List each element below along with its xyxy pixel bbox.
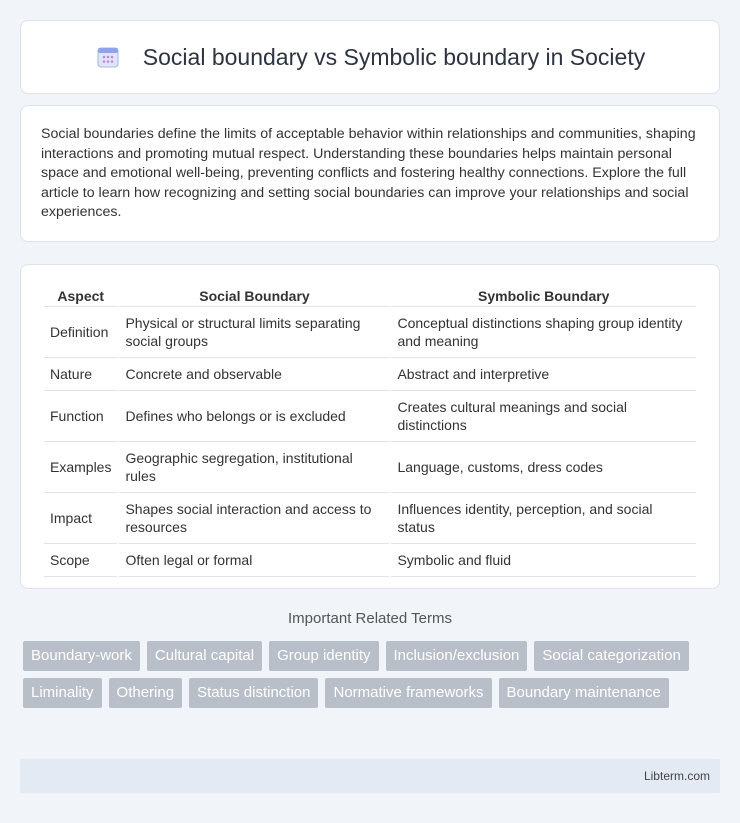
row-aspect: Impact (44, 493, 117, 544)
table-row (44, 493, 696, 544)
tag-cultural-capital[interactable]: Cultural capital (147, 641, 262, 671)
intro-card (20, 105, 720, 242)
tag-othering[interactable]: Othering (109, 678, 183, 708)
table-row (44, 544, 696, 577)
tag-social-categorization[interactable]: Social categorization (534, 641, 688, 671)
row-symbolic: Creates cultural meanings and social distinctions (391, 391, 696, 442)
table-header-row (44, 282, 696, 307)
row-aspect: Function (44, 391, 117, 442)
title-card (20, 20, 720, 94)
row-social: Physical or structural limits separating social groups (119, 307, 389, 358)
table-row (44, 358, 696, 391)
row-social: Concrete and observable (119, 358, 389, 391)
page-title: Social boundary vs Symbolic boundary in Society (142, 43, 646, 70)
footer-site-link[interactable]: Libterm.com (643, 769, 710, 783)
header-aspect: Aspect (44, 282, 117, 307)
tag-liminality[interactable]: Liminality (23, 678, 102, 708)
row-symbolic: Abstract and interpretive (391, 358, 696, 391)
table-row (44, 307, 696, 358)
header-symbolic-boundary: Symbolic Boundary (391, 282, 696, 307)
footer (20, 759, 720, 793)
tag-normative-frameworks[interactable]: Normative frameworks (325, 678, 491, 708)
row-symbolic: Conceptual distinctions shaping group identity and meaning (391, 307, 696, 358)
row-symbolic: Influences identity, perception, and social status (391, 493, 696, 544)
row-social: Defines who belongs or is excluded (119, 391, 389, 442)
header-social-boundary: Social Boundary (119, 282, 389, 307)
row-aspect: Nature (44, 358, 117, 391)
table-row (44, 391, 696, 442)
row-symbolic: Symbolic and fluid (391, 544, 696, 577)
row-social: Often legal or formal (119, 544, 389, 577)
row-symbolic: Language, customs, dress codes (391, 442, 696, 493)
calendar-icon (95, 44, 121, 70)
row-social: Shapes social interaction and access to resources (119, 493, 389, 544)
related-terms-title: Important Related Terms (288, 610, 452, 627)
tag-inclusion-exclusion[interactable]: Inclusion/exclusion (386, 641, 528, 671)
table-row (44, 442, 696, 493)
row-aspect: Examples (44, 442, 117, 493)
related-terms-list (23, 641, 723, 708)
row-aspect: Scope (44, 544, 117, 577)
tag-group-identity[interactable]: Group identity (269, 641, 378, 671)
row-social: Geographic segregation, institutional rules (119, 442, 389, 493)
tag-status-distinction[interactable]: Status distinction (189, 678, 318, 708)
comparison-table (42, 282, 698, 577)
tag-boundary-maintenance[interactable]: Boundary maintenance (499, 678, 669, 708)
tag-boundary-work[interactable]: Boundary-work (23, 641, 140, 671)
comparison-table-card (20, 264, 720, 589)
intro-text: Social boundaries define the limits of acceptable behavior within relationships and communities, shaping interactions and promoting mutual respect. Understanding these boundaries helps maintain personal space and emotional well-being, preventing conflicts and fostering healthy connections. Explore the full article to learn how recognizing and setting social boundaries can improve your relationships and social experiences. (41, 126, 696, 220)
row-aspect: Definition (44, 307, 117, 358)
